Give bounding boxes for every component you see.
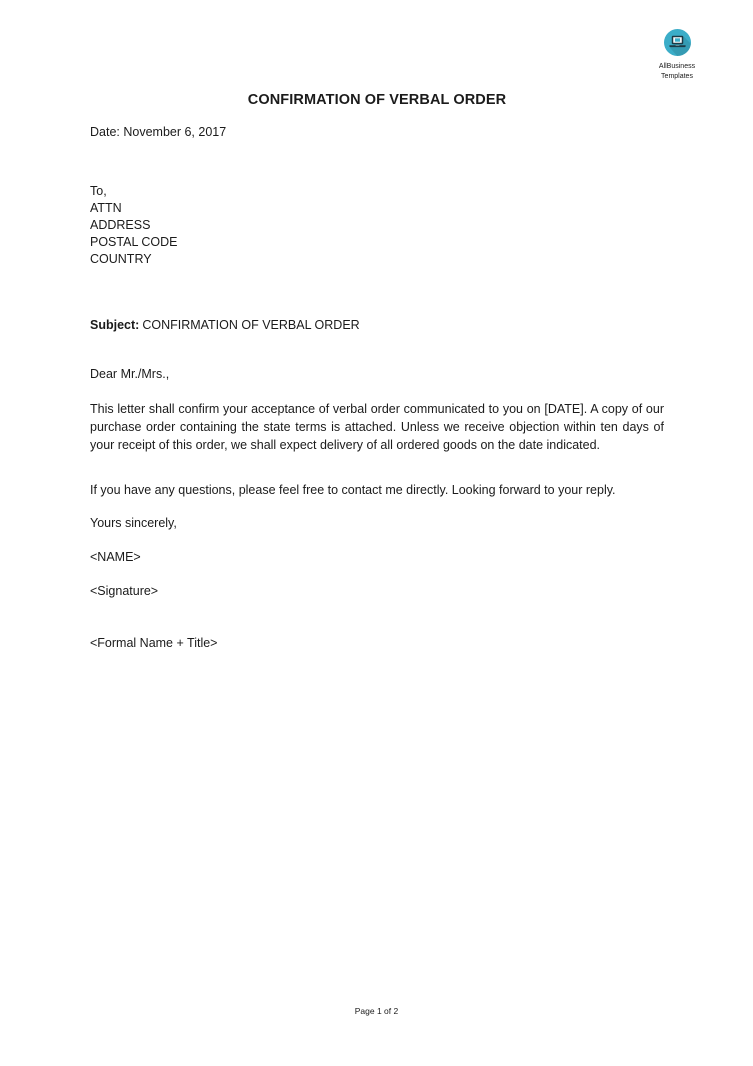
subject-label: Subject: [90, 318, 140, 332]
recipient-line-postal-code: POSTAL CODE [90, 235, 178, 249]
page-number: Page 1 of 2 [354, 1006, 399, 1016]
logo-wordmark [643, 62, 711, 81]
recipient-line-attn: ATTN [90, 201, 122, 215]
date-line: Date: November 6, 2017 [90, 125, 227, 139]
subject-text: CONFIRMATION OF VERBAL ORDER [142, 318, 360, 332]
letter-content [0, 92, 753, 650]
recipient-line-to: To, [90, 184, 107, 198]
subject-line [90, 318, 664, 332]
recipient-block [90, 183, 664, 268]
salutation: Dear Mr./Mrs., [90, 367, 170, 381]
name-placeholder: <NAME> [90, 550, 141, 564]
laptop-logo-icon [664, 29, 691, 56]
recipient-line-country: COUNTRY [90, 252, 152, 266]
body-paragraph: This letter shall confirm your acceptance of verbal order communicated to you on [DATE]. A copy of our purchase order containing the state terms is attached. Unless we receive objection within ten days of your receipt of this order, we shall expect delivery of all ordered goods on the date indicated. [90, 402, 664, 452]
allbusiness-templates-logo [643, 29, 711, 81]
recipient-line-address: ADDRESS [90, 218, 151, 232]
formal-name-placeholder: <Formal Name + Title> [90, 636, 218, 650]
letter-title: CONFIRMATION OF VERBAL ORDER [247, 92, 507, 108]
signoff: Yours sincerely, [90, 516, 177, 530]
signature-placeholder: <Signature> [90, 584, 159, 598]
logo-text-line2: Templates [661, 72, 693, 80]
logo-text-line1: AllBusiness [658, 63, 696, 70]
closing-paragraph: If you have any questions, please feel free to contact me directly. Looking forward to your reply. [90, 483, 616, 497]
